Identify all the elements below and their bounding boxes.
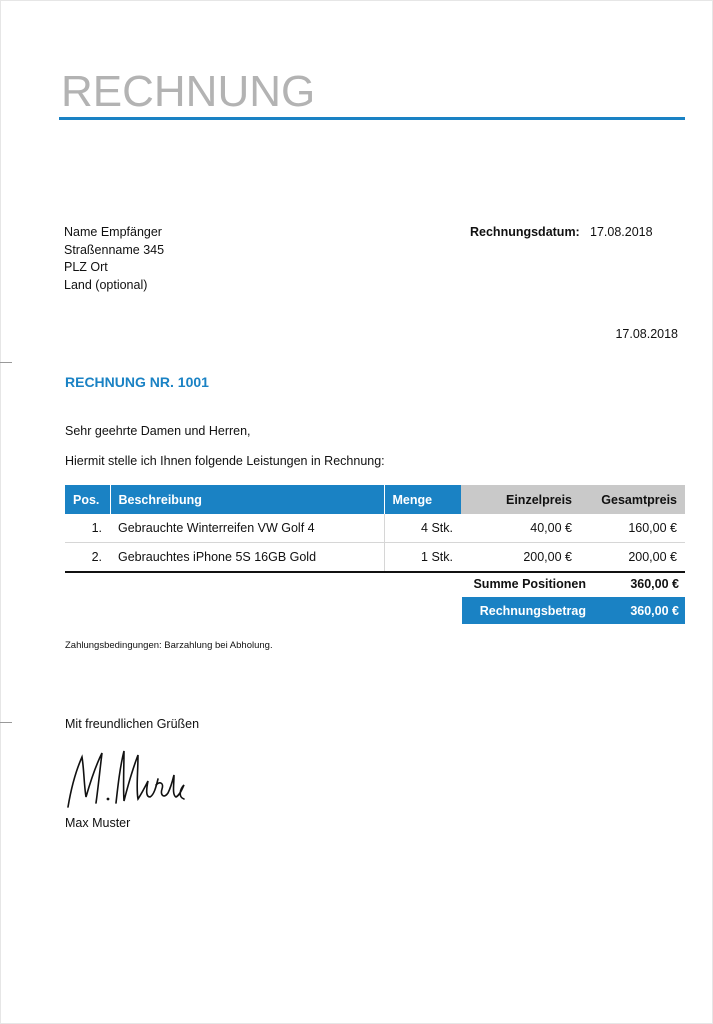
header-description: Beschreibung [110, 485, 384, 514]
header-pos: Pos. [65, 485, 110, 514]
total-value: 360,00 € [630, 603, 679, 618]
recipient-city: PLZ Ort [64, 260, 108, 274]
row-pos: 2. [65, 543, 110, 573]
intro-text: Hiermit stelle ich Ihnen folgende Leistungen in Rechnung: [65, 454, 385, 468]
fold-mark-top [0, 362, 12, 363]
items-table [65, 485, 685, 573]
total-row [462, 597, 685, 624]
row-total-price: 160,00 € [580, 514, 685, 543]
payment-terms: Zahlungsbedingungen: Barzahlung bei Abholung. [65, 640, 273, 651]
invoice-date-value: 17.08.2018 [590, 225, 653, 239]
row-quantity: 1 Stk. [384, 543, 461, 573]
subtotal-value: 360,00 € [630, 576, 679, 591]
invoice-date-label: Rechnungsdatum: [470, 225, 580, 239]
row-description: Gebrauchte Winterreifen VW Golf 4 [110, 514, 384, 543]
salutation: Sehr geehrte Damen und Herren, [65, 424, 251, 438]
table-row [65, 543, 685, 573]
row-pos: 1. [65, 514, 110, 543]
table-header-row [65, 485, 685, 514]
row-quantity: 4 Stk. [384, 514, 461, 543]
header-unit-price: Einzelpreis [461, 485, 580, 514]
table-row [65, 514, 685, 543]
header-quantity: Menge [384, 485, 461, 514]
recipient-address [64, 224, 164, 294]
row-total-price: 200,00 € [580, 543, 685, 573]
date-line: 17.08.2018 [615, 327, 678, 341]
title-underline [59, 117, 685, 120]
signer-name: Max Muster [65, 816, 131, 830]
signature-image [60, 745, 190, 815]
fold-mark-bottom [0, 722, 12, 723]
invoice-heading: RECHNUNG NR. 1001 [65, 374, 209, 390]
subtotal-row [462, 570, 685, 597]
subtotal-label: Summe Positionen [473, 576, 586, 591]
document-title: RECHNUNG [61, 67, 316, 116]
total-label: Rechnungsbetrag [479, 603, 586, 618]
row-unit-price: 200,00 € [461, 543, 580, 573]
row-description: Gebrauchtes iPhone 5S 16GB Gold [110, 543, 384, 573]
recipient-name: Name Empfänger [64, 225, 162, 239]
header-total-price: Gesamtpreis [580, 485, 685, 514]
row-unit-price: 40,00 € [461, 514, 580, 543]
recipient-country: Land (optional) [64, 277, 148, 292]
closing-text: Mit freundlichen Grüßen [65, 717, 200, 731]
recipient-street: Straßenname 345 [64, 242, 165, 257]
